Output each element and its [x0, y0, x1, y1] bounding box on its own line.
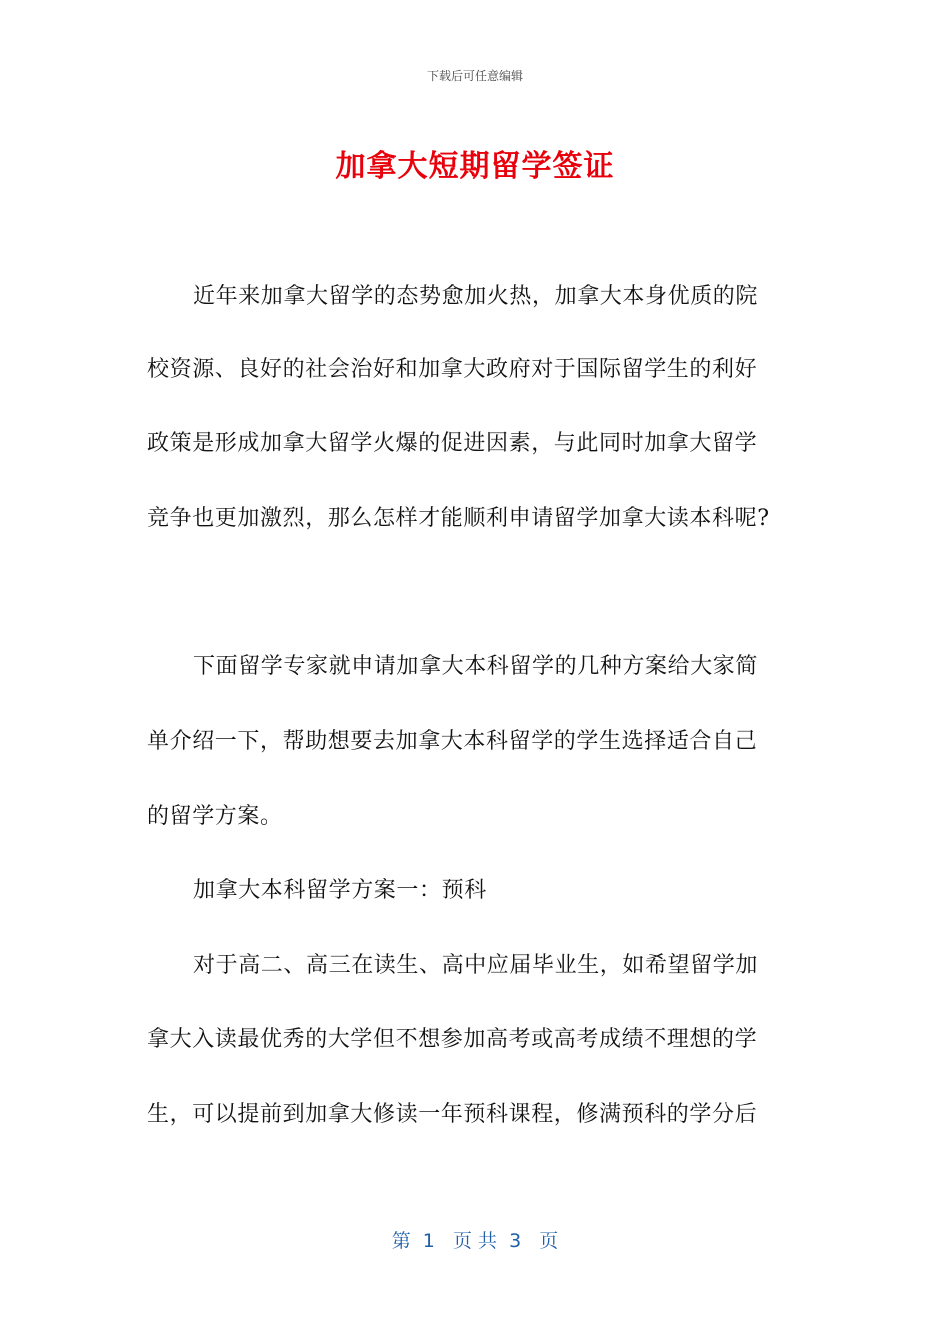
paragraph-line: 单介绍一下，帮助想要去加拿大本科留学的学生选择适合自己 [147, 729, 758, 754]
header-note: 下载后可任意编辑 [426, 69, 523, 83]
section-heading: 加拿大本科留学方案一：预科 [193, 878, 487, 903]
paragraph-line: 校资源、良好的社会治好和加拿大政府对于国际留学生的利好 [147, 357, 758, 382]
paragraph-line: 拿大入读最优秀的大学但不想参加高考或高考成绩不理想的学 [147, 1027, 758, 1052]
paragraph-line: 竞争也更加激烈，那么怎样才能顺利申请留学加拿大读本科呢? [147, 506, 770, 531]
document-title: 加拿大短期留学签证 [335, 149, 615, 184]
page-number-footer: 第 1 页 共 3 页 [391, 1230, 559, 1252]
paragraph-line: 下面留学专家就申请加拿大本科留学的几种方案给大家简 [193, 654, 759, 679]
paragraph-line: 生，可以提前到加拿大修读一年预科课程，修满预科的学分后 [147, 1102, 758, 1127]
paragraph-line: 政策是形成加拿大留学火爆的促进因素，与此同时加拿大留学 [147, 431, 758, 456]
paragraph-line: 对于高二、高三在读生、高中应届毕业生，如希望留学加 [193, 953, 759, 978]
paragraph-line: 的留学方案。 [147, 804, 283, 829]
paragraph-line: 近年来加拿大留学的态势愈加火热，加拿大本身优质的院 [193, 284, 759, 309]
